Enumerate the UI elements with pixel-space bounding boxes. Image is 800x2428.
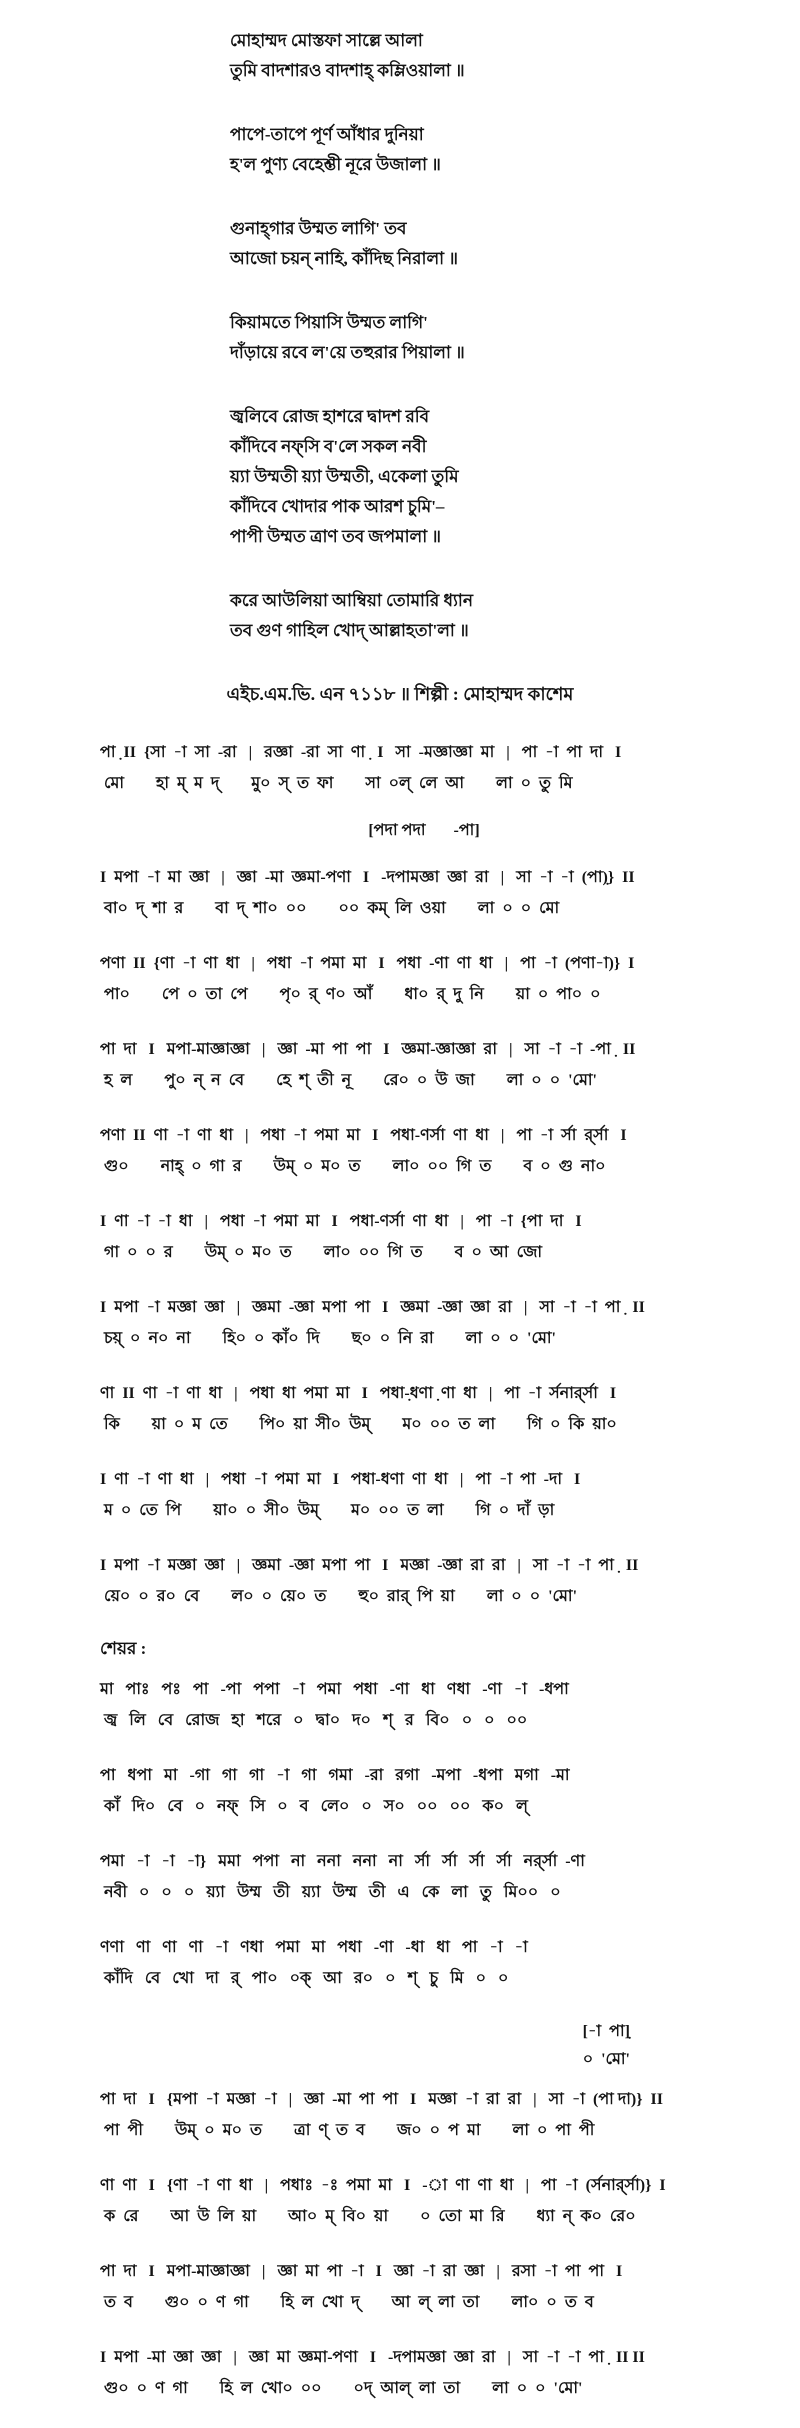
notation-row xyxy=(100,1120,748,1182)
notation-row xyxy=(100,948,748,1010)
pickup-sargam: [-া পা়] xyxy=(582,2023,630,2040)
pickup-notes xyxy=(100,2018,748,2074)
syllable-line: পা০ পে ০ তা পে পৃ০ র্ ণ০ আঁ ধা০ র্ দু নি য়া ০ পা০ ০ xyxy=(104,986,601,1003)
syllable-line: কাঁ দি০ বে ০ নফ্ সি ০ ব লে০ ০ স০ ০০ ০০ ক০ ল্ xyxy=(104,1798,528,1815)
lyric-line: পাপী উম্মত ত্রাণ তব জপমালা ॥ xyxy=(230,527,441,546)
sargam-line: পা দা I মপা-মাজ্ঞাজ্ঞা | জ্ঞা মা পা -া I জ্ঞা -া রা জ্ঞা | রসা -া পা পা I xyxy=(100,2263,623,2280)
lyrics-block xyxy=(0,26,800,646)
notation-row xyxy=(100,2342,748,2404)
notation-row xyxy=(100,737,748,799)
syllable-line: ক রে আ উ লি য়া আ০ ম্ বি০ য়া ০ তো মা রি ধ্যা ন্ ক০ রে০ xyxy=(104,2208,636,2225)
sher-notation-row xyxy=(100,1932,748,1994)
sargam-line: পণা II ণা -া ণা ধা | পধা -া পমা মা I পধা-ণর্সা ণা ধা | পা -া র্সা র্র্সা I xyxy=(100,1127,627,1144)
syllable-line: গু০ ০ ণ গা হি ল খো০ ০০ ০দ্ আল্ লা তা লা ০ ০ 'মো' xyxy=(104,2380,583,2397)
syllable-line: গু০ নাহ্ ০ গা র উম্ ০ ম০ ত লা০ ০০ গি ত ব ০ গু না০ xyxy=(104,1158,606,1175)
lyric-line: কাঁদিবে নফ্‌সি ব'লে সকল নবী xyxy=(230,437,427,456)
sargam-line: পা দা I {মপা -া মজ্ঞা -া | জ্ঞা -মা পা পা I মজ্ঞা -া রা রা | সা -া (পা দা)} II xyxy=(100,2091,663,2108)
sher-section-heading: শেয়র : xyxy=(100,1639,147,1658)
notation-row xyxy=(100,1550,748,1612)
pickup-syllable: ০ 'মো' xyxy=(582,2051,630,2068)
sher-notation-row xyxy=(100,1674,748,1736)
notation-row xyxy=(100,1378,748,1440)
lyrics-stanza xyxy=(230,586,760,646)
syllable-line: কি য়া ০ ম তে পি০ য়া সী০ উম্ ম০ ০০ ত লা গি ০ কি য়া০ xyxy=(104,1416,617,1433)
notation-row xyxy=(100,1292,748,1354)
syllable-line: হ ল পু০ ন্ ন বে হে শ্ তী নূ রে০ ০ উ জা লা ০ ০ 'মো' xyxy=(104,1072,598,1089)
sargam-line: পমা -া -া -া} মমা পপা না ননা ননা না র্সা র্সা র্সা র্সা নর্র্সা -ণা xyxy=(100,1853,585,1870)
lyric-line: তুমি বাদশারও বাদশাহ্ কম্লিওয়ালা ॥ xyxy=(230,61,465,80)
sargam-line: পণা II {ণা -া ণা ধা | পধা -া পমা মা I পধা -ণা ণা ধা | পা -া (পণা-া)} I xyxy=(100,955,635,972)
lyrics-stanza xyxy=(230,26,760,86)
lyric-line: জ্বলিবে রোজ হাশরে দ্বাদশ রবি xyxy=(230,407,430,426)
sargam-line: I মপা -া মজ্ঞা জ্ঞা | জ্ঞমা -জ্ঞা মপা পা I জ্ঞমা -জ্ঞা জ্ঞা রা | সা -া -া পা় II xyxy=(100,1299,645,1316)
lyrics-stanza xyxy=(230,120,760,180)
syllable-line: চয়্ ০ ন০ না হি০ ০ কাঁ০ দি ছ০ ০ নি রা লা ০ ০ 'মো' xyxy=(104,1330,556,1347)
sargam-line: I ণা -া -া ধা | পধা -া পমা মা I পধা-ণর্সা ণা ধা | পা -া {পা দা I xyxy=(100,1213,582,1230)
notation-row xyxy=(100,862,748,924)
notation-row xyxy=(100,1464,748,1526)
lyric-line: কাঁদিবে খোদার পাক আরশ চুমি'– xyxy=(230,497,445,516)
lyrics-stanza xyxy=(230,402,760,552)
notation-row xyxy=(100,1206,748,1268)
lyric-line: দাঁড়ায়ে রবে ল'য়ে তহুরার পিয়ালা ॥ xyxy=(230,343,465,362)
lyrics-stanza xyxy=(230,214,760,274)
syllable-line: নবী ০ ০ ০ য়্যা উম্ম তী য়্যা উম্ম তী এ কে লা তু মি০০ ০ xyxy=(104,1884,561,1901)
sargam-line: ণা II ণা -া ণা ধা | পধা ধা পমা মা I পধা়-ধণা় ণা ধা | পা -া র্সনার্র্সা I xyxy=(100,1385,617,1402)
sargam-line: পা দা I মপা-মাজ্ঞাজ্ঞা | জ্ঞা -মা পা পা I জ্ঞমা-জ্ঞাজ্ঞা রা | সা -া -া -পা় II xyxy=(100,1041,636,1058)
syllable-line: গা ০ ০ র উম্ ০ ম০ ত লা০ ০০ গি ত ব ০ আ জো xyxy=(104,1244,543,1261)
syllable-line: মো হা ম্ ম দ্ মু০ স্ ত ফা সা ০ল্ লে আ লা ০ তু মি xyxy=(104,775,573,792)
syllable-line: বা০ দ্ শা র বা দ্ শা০ ০০ ০০ কম্ লি ওয়া লা ০ ০ মো xyxy=(104,900,560,917)
lyrics-stanza xyxy=(230,308,760,368)
syllable-line: জ্ব লি বে রোজ হা শরে ০ দ্বা০ দ০ শ্ র বি০ ০ ০ ০০ xyxy=(104,1712,528,1729)
sargam-line: I মপা -া মা জ্ঞা | জ্ঞা -মা জ্ঞমা-পণা I -দপামজ্ঞা জ্ঞা রা | সা -া -া (পা়)} II xyxy=(100,869,635,886)
syllable-line: ম ০ তে পি য়া০ ০ সী০ উম্ ম০ ০০ ত লা গি ০ দাঁ ড়া xyxy=(104,1502,555,1519)
syllable-line: য়ে০ ০ র০ বে ল০ ০ য়ে০ ত হু০ রার্ পি য়া লা ০ ০ 'মো' xyxy=(104,1588,578,1605)
sargam-line: I মপা -মা জ্ঞা জ্ঞা | জ্ঞা মা জ্ঞমা-পণা I -দপামজ্ঞা জ্ঞা রা | সা -া -া পা় II II xyxy=(100,2349,645,2366)
lyric-line: গুনাহ্‌গার উম্মত লাগি' তব xyxy=(230,219,407,238)
swaralipi-notation-block xyxy=(0,737,800,2404)
sargam-line: I ণা -া ণা ধা | পধা -া পমা মা I পধা-ধণা ণা ধা | পা -া পা -দা I xyxy=(100,1471,581,1488)
refrain-bracket: [পদা পদা -পা] xyxy=(368,822,480,839)
lyric-line: করে আউলিয়া আম্বিয়া তোমারি ধ্যান xyxy=(230,591,473,610)
lyric-line: পাপে-তাপে পূর্ণ আঁধার দুনিয়া xyxy=(230,125,424,144)
lyric-line: আজো চয়ন্ নাহি, কাঁদিছ নিরালা ॥ xyxy=(230,249,458,268)
sargam-line: ণা ণা I {ণা -া ণা ধা | পধাঃ -ঃ পমা মা I -া ণা ণা ধা | পা -া (র্সনার্র্সা)} I xyxy=(100,2177,666,2194)
notation-row xyxy=(100,1034,748,1096)
syllable-line: কাঁদি বে খো দা র্ পা০ ০ক্ আ র০ ০ শ্ চু মি ০ ০ xyxy=(104,1970,509,1987)
sargam-line: পা় II {সা -া সা -রা | রজ্ঞা -রা সা ণা় I সা -মজ্ঞাজ্ঞা মা | পা -া পা দা I xyxy=(100,744,622,761)
lyric-line: কিয়ামতে পিয়াসি উম্মত লাগি' xyxy=(230,313,428,332)
lyric-line: মোহাম্মদ মোস্তফা সাল্লে আলা xyxy=(230,31,423,50)
notation-row xyxy=(100,2170,748,2232)
notation-row xyxy=(100,2084,748,2146)
notation-row xyxy=(100,2256,748,2318)
lyric-line: য়্যা উম্মতী য়্যা উম্মতী, একেলা তুমি xyxy=(230,467,459,486)
sargam-line: মা পাঃ পঃ পা -পা পপা -া পমা পধা -ণা ধা ণধা -ণা -া -ধপা xyxy=(100,1681,569,1698)
syllable-line: ত ব গু০ ০ ণ গা হি ল খো দ্ আ ল্ লা তা লা০ ০ ত ব xyxy=(104,2294,594,2311)
lyric-line: হ'ল পুণ্য বেহেশ্তী নূরে উজালা ॥ xyxy=(230,155,441,174)
lyric-line: তব গুণ গাহিল খোদ্ আল্লাহতা'লা ॥ xyxy=(230,621,469,640)
sargam-line: I মপা -া মজ্ঞা জ্ঞা | জ্ঞমা -জ্ঞা মপা পা I মজ্ঞা -জ্ঞা রা রা | সা -া -া পা় II xyxy=(100,1557,639,1574)
record-credit-line: এইচ.এম.ভি. এন ৭১১৮ ॥ শিল্পী : মোহাম্মদ কাশেম xyxy=(226,684,574,704)
sargam-line: পা ধপা মা -গা গা গা -া গা গমা -রা রগা -মপা -ধপা মগা -মা xyxy=(100,1767,570,1784)
sher-notation-row xyxy=(100,1760,748,1822)
sher-notation-row xyxy=(100,1846,748,1908)
syllable-line: পা পী উম্ ০ ম০ ত ত্রা ণ্ ত ব জ০ ০ প মা লা ০ পা পী xyxy=(104,2122,595,2139)
sargam-line: ণণা ণা ণা ণা -া ণধা পমা মা পধা -ণা -ধা ধা পা -া -া xyxy=(100,1939,528,1956)
